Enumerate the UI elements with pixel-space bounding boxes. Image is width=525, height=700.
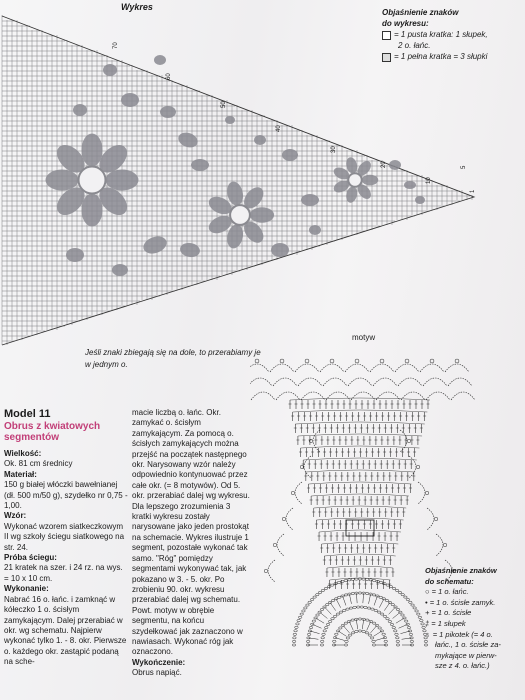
sample-text: 21 kratek na szer. i 24 rz. na wys. = 10 x 10 cm. (4, 563, 123, 583)
schematic-legend-subheading: do schematu: (425, 576, 474, 586)
row-number: 50 (221, 101, 227, 108)
legend-single-crochet: + = 1 o. ścisłe (425, 608, 472, 618)
pattern-label: Wzór: (4, 511, 27, 521)
row-number: 70 (113, 42, 119, 49)
legend-picot-2: łańc., 1 o. ścisłe za- (435, 640, 501, 650)
legend-slip-stitch: • = 1 o. ścisłe zamyk. (425, 597, 496, 607)
row-number: 60 (166, 73, 172, 80)
row-number: 10 (426, 177, 432, 184)
article-column-2 (132, 408, 250, 679)
size-text: Ok. 81 cm średnicy (4, 459, 73, 469)
execution-label: Wykonanie: (4, 584, 49, 594)
material-text: 150 g białej włóczki bawełnianej (dł. 500 m/50 g), szydełko nr 0,75 - 1,00. (4, 480, 128, 511)
legend-subheading: do wykresu: (382, 19, 429, 28)
execution-text-cont: macie liczbą o. łańc. Okr. zamykać o. ścisłym zamykającym. Za pomocą o. ścisłych zamykających można przejść na początek następnego okr. Narysowany wzór należy odpowiednio kontynuować przez całe okr. (= 8 motywów). Od 5. okr. przerabiać dalej wg wykresu. Dla lepszego zrozumienia 3 kratki wykresu zostały narysowane jako jeden prostokąt na schemacie. Wykres ilustruje 1 segment, pozostałe wykonać tak samo. "Róg" pomiędzy segmentami wykonywać tak, jak pokazano w 3. - 5. okr. Po zrobieniu 90. okr. wykresu przerabiać dalej wg schematu. Powt. motyw w obrębie segmentu, na końcu szydełkować jak zaznaczono w nawiasach. Wykonać róg jak oznaczono. (132, 408, 250, 657)
schematic-legend (425, 566, 525, 672)
legend-empty-cell: = 1 pusta kratka: 1 słupek, (382, 29, 522, 40)
row-number: 5 (461, 165, 467, 169)
double-crochet-icon: ‡ (425, 618, 432, 628)
legend-heading: Objaśnienie znaków (382, 8, 459, 17)
article-title: Obrus z kwiatowych segmentów (4, 421, 101, 443)
dot-icon: • (425, 597, 430, 607)
material-label: Materiał: (4, 469, 37, 479)
crossed-square-icon (382, 53, 391, 62)
finish-label: Wykończenie: (132, 657, 186, 667)
oval-icon: ○ (425, 587, 432, 597)
legend-picot-4: sze z 4. o. łańc.) (435, 661, 490, 671)
model-number: Model 11 (4, 408, 51, 420)
chart-legend (382, 7, 522, 62)
legend-double-crochet: ‡ = 1 słupek (425, 618, 466, 628)
execution-text: Nabrać 16 o. łańc. i zamknąć w kółeczko 1 o. ścisłym zamykającym. Dalej przerabiać w okr. wg schematu. Najpierw wykonać tylko 1. - 8. okr. Pierwsze o. każdego okr. zastąpić podaną na sche- (4, 594, 127, 667)
row-number: 40 (276, 125, 282, 132)
legend-chain-stitch: ○ = 1 o. łańc. (425, 587, 469, 597)
article-column-1 (4, 408, 128, 668)
legend-picot: ♁ = 1 pikotek (= 4 o. (425, 629, 493, 639)
row-number: 30 (331, 146, 337, 153)
pattern-text: Wykonać wzorem siatkeczkowym II wg szkoły ściegu siatkowego na str. 24. (4, 521, 125, 552)
chart-note: Jeśli znaki zbiegają się na dole, to przerabiamy je w jednym o. (85, 348, 261, 369)
row-number: 1 (470, 189, 476, 193)
plus-icon: + (425, 608, 432, 618)
motif-label: motyw (352, 333, 376, 342)
legend-picot-3: mykające w pierw- (435, 650, 497, 660)
chart-title: Wykres (121, 2, 153, 12)
size-label: Wielkość: (4, 449, 42, 458)
schematic-legend-heading: Objaśnienie znaków (425, 566, 497, 575)
empty-square-icon (382, 31, 391, 40)
legend-filled-cell: = 1 pełna kratka = 3 słupki (382, 51, 522, 62)
row-number: 20 (381, 161, 387, 168)
legend-empty-cell-cont: 2 o. łańc. (398, 41, 431, 50)
picot-icon: ♁ (425, 629, 433, 639)
sample-label: Próba ściegu: (4, 553, 57, 563)
finish-text: Obrus napiąć. (132, 668, 182, 678)
